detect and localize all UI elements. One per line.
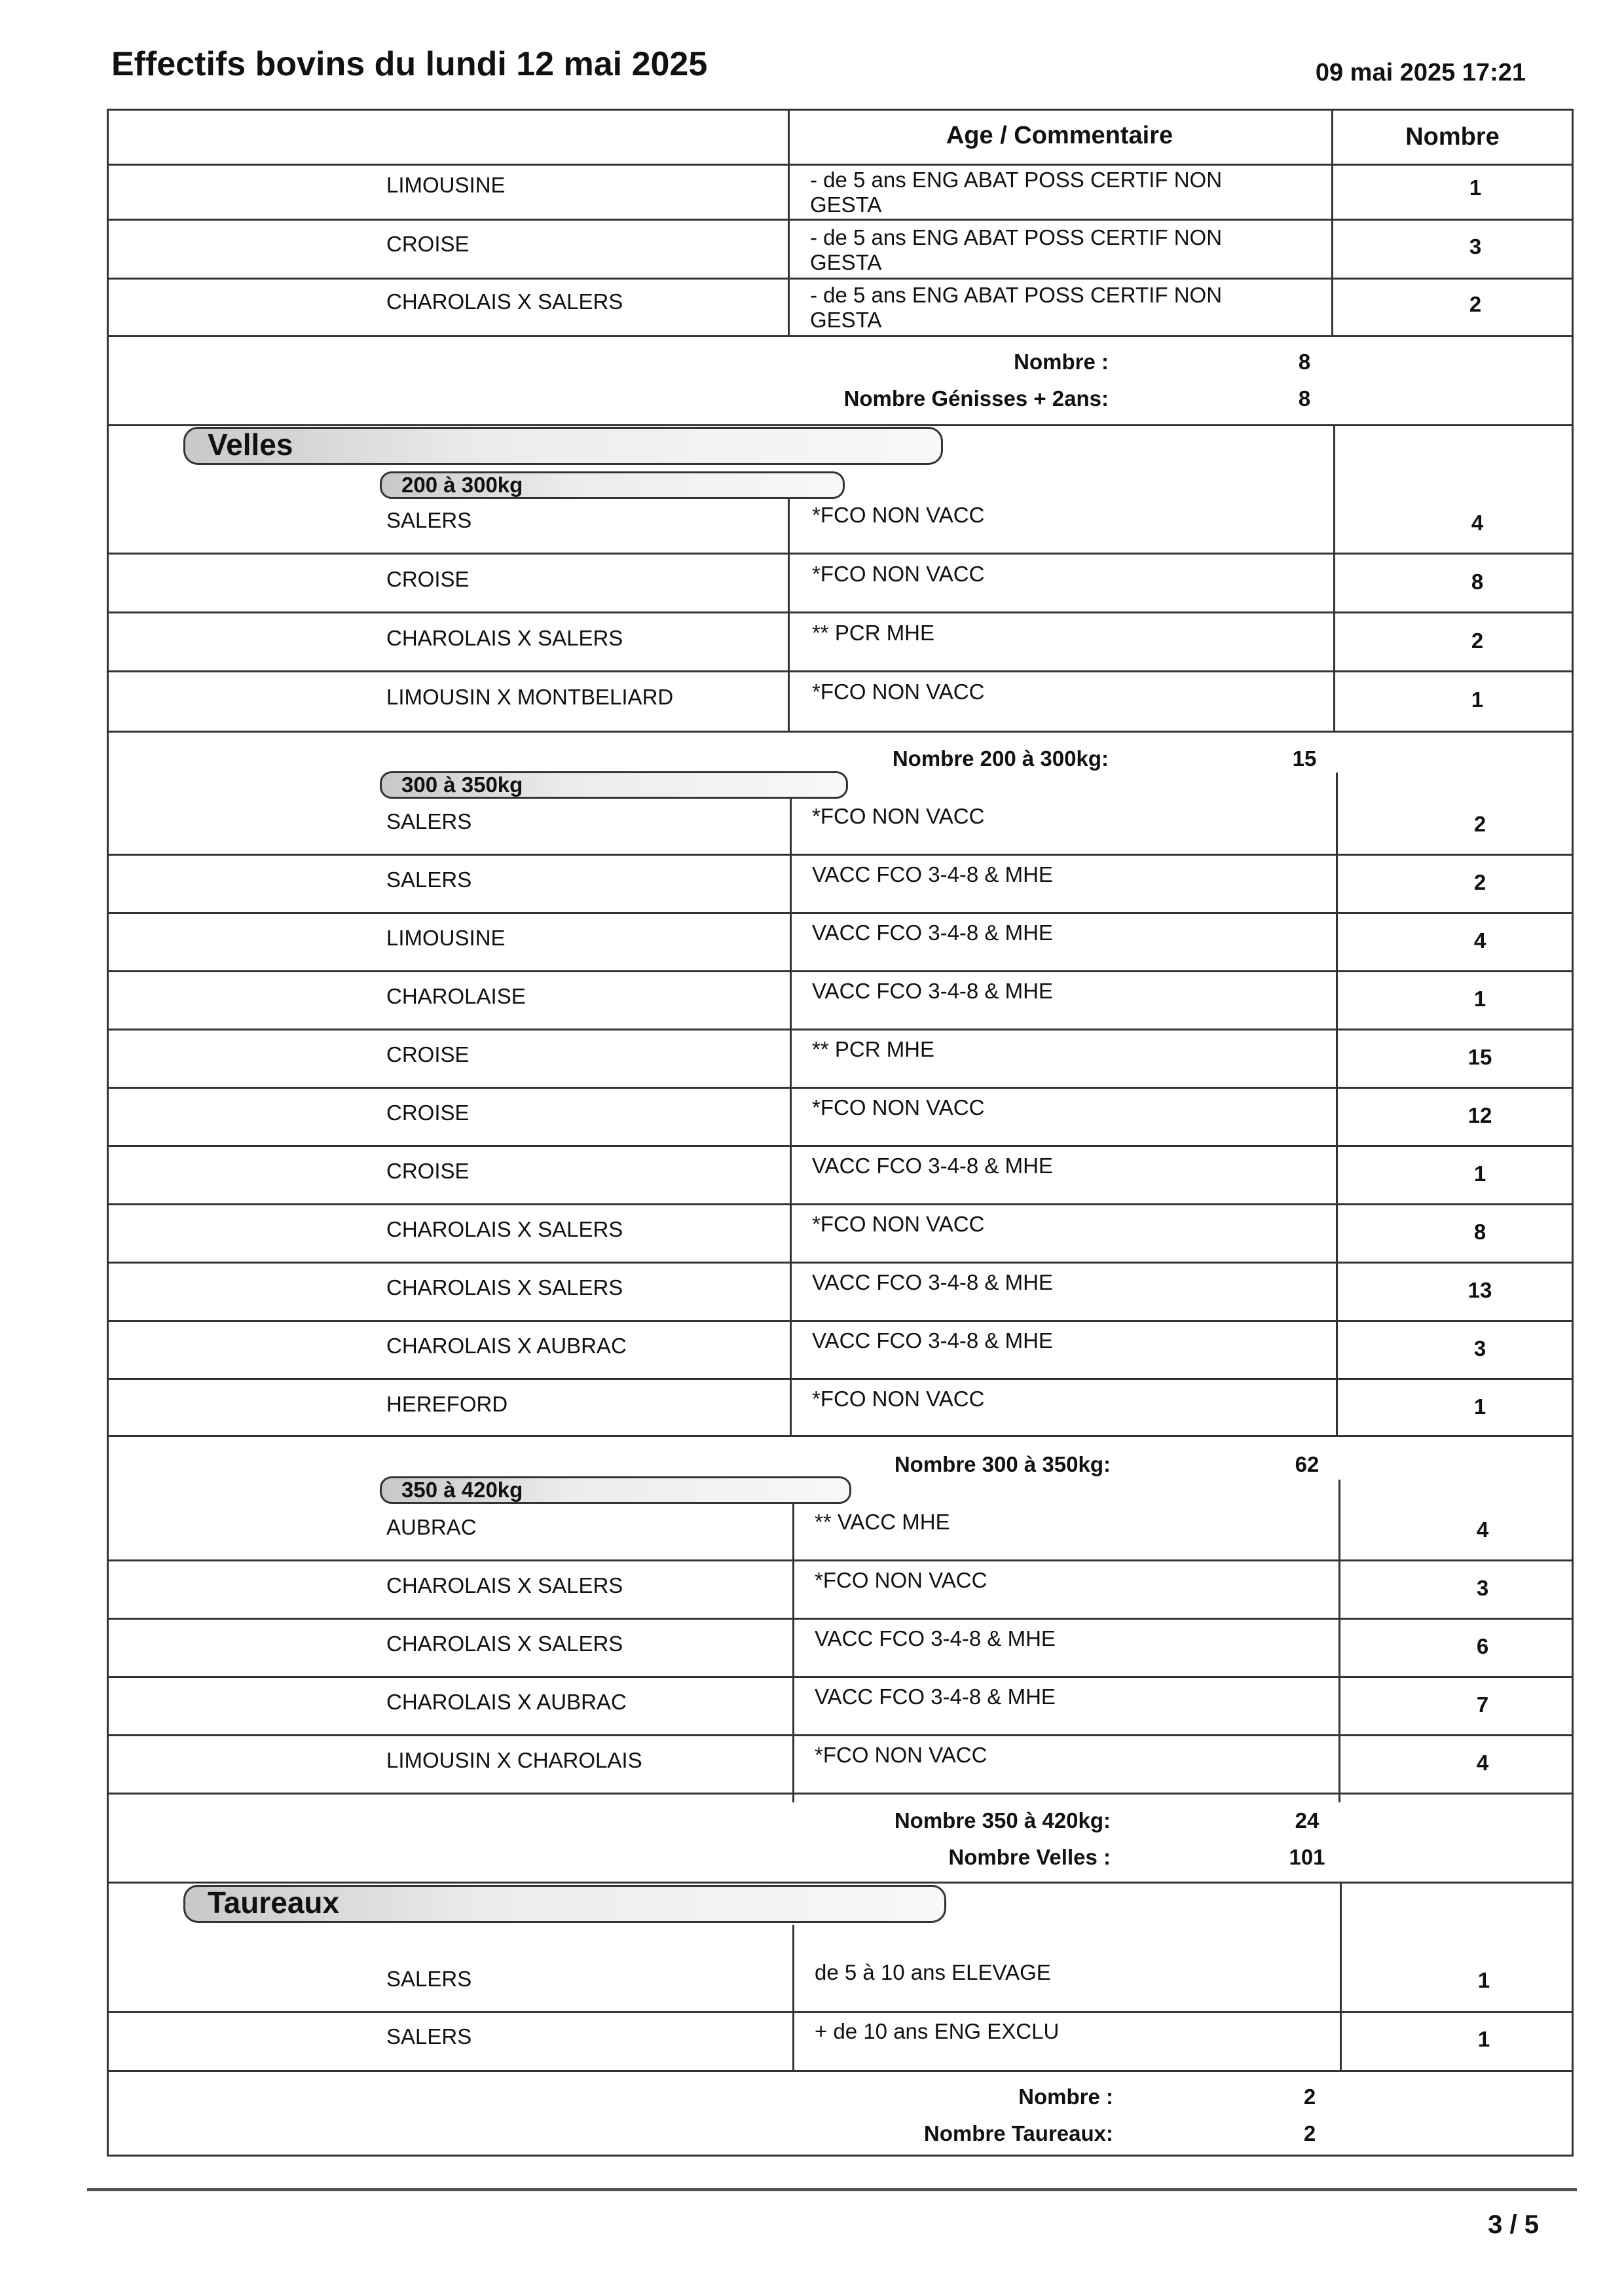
row-count: 6	[1476, 1634, 1489, 1658]
footer-rule	[87, 2188, 1577, 2191]
row-comment: *FCO NON VACC	[812, 1387, 985, 1411]
row-breed: CHAROLAIS X SALERS	[386, 1275, 623, 1300]
group-total-value: 62	[1295, 1452, 1320, 1476]
row-breed: CROISE	[386, 1042, 470, 1066]
row-divider	[107, 1087, 1574, 1089]
row-comment: *FCO NON VACC	[812, 804, 985, 828]
row-count: 2	[1471, 629, 1484, 653]
section-velles: Velles	[183, 427, 943, 465]
row-breed: SALERS	[386, 2024, 472, 2049]
section-divider	[107, 1882, 1574, 1884]
row-comment: *FCO NON VACC	[812, 1095, 985, 1120]
row-breed: CHAROLAIS X SALERS	[386, 1217, 623, 1241]
group-total-label: Nombre 300 à 350kg:	[894, 1452, 1111, 1476]
page-number: 3 / 5	[1488, 2210, 1539, 2239]
row-divider	[107, 278, 1574, 280]
row-breed: CHAROLAIS X SALERS	[386, 626, 623, 650]
header-divider	[107, 164, 1574, 166]
row-breed: SALERS	[386, 867, 472, 892]
row-count: 3	[1473, 1336, 1486, 1360]
row-breed: CHAROLAIS X AUBRAC	[386, 1334, 627, 1358]
col-divider	[1340, 1882, 1342, 2071]
group-total-value: 15	[1292, 746, 1317, 771]
row-count: 2	[1469, 292, 1482, 316]
row-count: 3	[1469, 234, 1482, 259]
row-comment: *FCO NON VACC	[815, 1568, 987, 1592]
row-divider	[107, 1559, 1574, 1561]
row-count: 2	[1473, 870, 1486, 894]
weight-group-300-350: 300 à 350kg	[380, 771, 848, 799]
row-divider	[107, 670, 1574, 672]
row-breed: SALERS	[386, 809, 472, 833]
row-comment: de 5 à 10 ans ELEVAGE	[815, 1960, 1051, 1984]
row-divider	[107, 335, 1574, 337]
row-breed: AUBRAC	[386, 1515, 477, 1539]
row-divider	[107, 2011, 1574, 2013]
row-count: 4	[1471, 511, 1484, 535]
row-comment: ** PCR MHE	[812, 1037, 935, 1061]
row-divider	[107, 970, 1574, 972]
row-count: 12	[1467, 1103, 1492, 1127]
row-divider	[107, 731, 1574, 733]
row-breed: CROISE	[386, 567, 470, 591]
row-divider	[107, 1029, 1574, 1030]
row-divider	[107, 2070, 1574, 2072]
row-breed: LIMOUSIN X MONTBELIARD	[386, 685, 674, 709]
col-divider	[1336, 773, 1338, 1435]
row-comment: ** VACC MHE	[815, 1510, 950, 1534]
total-label: Nombre Taureaux:	[923, 2121, 1113, 2145]
page-title: Effectifs bovins du lundi 12 mai 2025	[111, 45, 708, 83]
column-header-age: Age / Commentaire	[946, 122, 1173, 149]
row-count: 7	[1476, 1692, 1489, 1717]
col-divider	[1331, 164, 1333, 335]
row-divider	[107, 1145, 1574, 1147]
row-comment: VACC FCO 3-4-8 & MHE	[812, 1328, 1053, 1353]
row-breed: HEREFORD	[386, 1392, 508, 1416]
col-divider	[1333, 424, 1335, 732]
row-count: 13	[1467, 1278, 1492, 1302]
row-count: 4	[1476, 1518, 1489, 1542]
group-total-value: 24	[1295, 1808, 1320, 1832]
row-comment: + de 10 ans ENG EXCLU	[815, 2019, 1060, 2043]
total-value: 8	[1298, 386, 1311, 410]
row-comment: VACC FCO 3-4-8 & MHE	[812, 1154, 1053, 1178]
row-comment: GESTA	[810, 250, 882, 274]
row-breed: CROISE	[386, 1159, 470, 1183]
row-divider	[107, 854, 1574, 856]
total-value: 8	[1298, 350, 1311, 374]
row-breed: LIMOUSINE	[386, 173, 506, 197]
row-divider	[107, 219, 1574, 221]
total-value: 2	[1303, 2121, 1316, 2145]
row-comment: *FCO NON VACC	[812, 562, 985, 586]
col-divider	[792, 1503, 794, 1802]
row-breed: CHAROLAISE	[386, 984, 526, 1008]
weight-group-200-300: 200 à 300kg	[380, 471, 845, 499]
row-count: 1	[1473, 1161, 1486, 1186]
row-breed: CHAROLAIS X SALERS	[386, 1573, 623, 1597]
total-value: 2	[1303, 2085, 1316, 2109]
row-breed: CROISE	[386, 1101, 470, 1125]
row-count: 3	[1476, 1576, 1489, 1600]
col-divider	[792, 1925, 794, 2071]
row-count: 1	[1473, 1394, 1486, 1419]
row-comment: ** PCR MHE	[812, 621, 935, 645]
row-breed: SALERS	[386, 508, 472, 532]
row-comment: *FCO NON VACC	[812, 680, 985, 704]
row-count: 1	[1473, 987, 1486, 1011]
row-comment: *FCO NON VACC	[812, 1212, 985, 1236]
row-comment: - de 5 ans ENG ABAT POSS CERTIF NON	[810, 283, 1223, 307]
column-header-count: Nombre	[1405, 123, 1500, 151]
row-count: 1	[1477, 1968, 1490, 1992]
row-comment: VACC FCO 3-4-8 & MHE	[812, 1270, 1053, 1294]
row-count: 4	[1473, 928, 1486, 953]
section-divider	[107, 424, 1574, 426]
row-comment: VACC FCO 3-4-8 & MHE	[815, 1626, 1056, 1650]
row-divider	[107, 1793, 1574, 1795]
col-divider	[790, 797, 792, 1435]
row-comment: GESTA	[810, 308, 882, 332]
row-comment: - de 5 ans ENG ABAT POSS CERTIF NON	[810, 168, 1223, 192]
row-divider	[107, 1676, 1574, 1678]
col-divider	[1338, 1480, 1340, 1802]
row-divider	[107, 1203, 1574, 1205]
row-comment: VACC FCO 3-4-8 & MHE	[812, 979, 1053, 1003]
row-comment: - de 5 ans ENG ABAT POSS CERTIF NON	[810, 225, 1223, 249]
row-breed: CHAROLAIS X SALERS	[386, 289, 623, 314]
row-breed: LIMOUSIN X CHAROLAIS	[386, 1748, 642, 1772]
row-breed: LIMOUSINE	[386, 926, 506, 950]
row-count: 15	[1467, 1045, 1492, 1069]
row-breed: SALERS	[386, 1967, 472, 1991]
row-divider	[107, 1320, 1574, 1322]
row-comment: *FCO NON VACC	[815, 1743, 987, 1767]
row-count: 1	[1477, 2027, 1490, 2051]
row-divider	[107, 1435, 1574, 1437]
row-comment: GESTA	[810, 192, 882, 217]
col-divider	[788, 164, 790, 335]
row-divider	[107, 1378, 1574, 1380]
velles-total-value: 101	[1289, 1845, 1325, 1869]
row-count: 8	[1471, 570, 1484, 594]
row-count: 4	[1476, 1751, 1489, 1775]
row-divider	[107, 1618, 1574, 1620]
total-label: Nombre Génisses + 2ans:	[843, 386, 1109, 410]
group-total-label: Nombre 200 à 300kg:	[892, 746, 1109, 771]
row-breed: CHAROLAIS X SALERS	[386, 1631, 623, 1656]
row-comment: VACC FCO 3-4-8 & MHE	[812, 862, 1053, 886]
row-count: 8	[1473, 1220, 1486, 1244]
row-count: 1	[1471, 687, 1484, 712]
row-breed: CHAROLAIS X AUBRAC	[386, 1690, 627, 1714]
row-count: 1	[1469, 175, 1482, 200]
velles-total-label: Nombre Velles :	[948, 1845, 1111, 1869]
print-timestamp: 09 mai 2025 17:21	[1315, 59, 1526, 86]
col-divider	[788, 498, 790, 732]
row-divider	[107, 1262, 1574, 1264]
row-breed: CROISE	[386, 232, 470, 256]
row-divider	[107, 553, 1574, 555]
group-total-label: Nombre 350 à 420kg:	[894, 1808, 1111, 1832]
row-comment: VACC FCO 3-4-8 & MHE	[812, 920, 1053, 945]
row-comment: *FCO NON VACC	[812, 503, 985, 527]
row-count: 2	[1473, 812, 1486, 836]
total-label: Nombre :	[1014, 350, 1109, 374]
section-taureaux: Taureaux	[183, 1885, 946, 1923]
row-comment: VACC FCO 3-4-8 & MHE	[815, 1685, 1056, 1709]
row-divider	[107, 912, 1574, 914]
weight-group-350-420: 350 à 420kg	[380, 1476, 851, 1504]
total-label: Nombre :	[1018, 2085, 1113, 2109]
row-divider	[107, 1734, 1574, 1736]
row-divider	[107, 611, 1574, 613]
